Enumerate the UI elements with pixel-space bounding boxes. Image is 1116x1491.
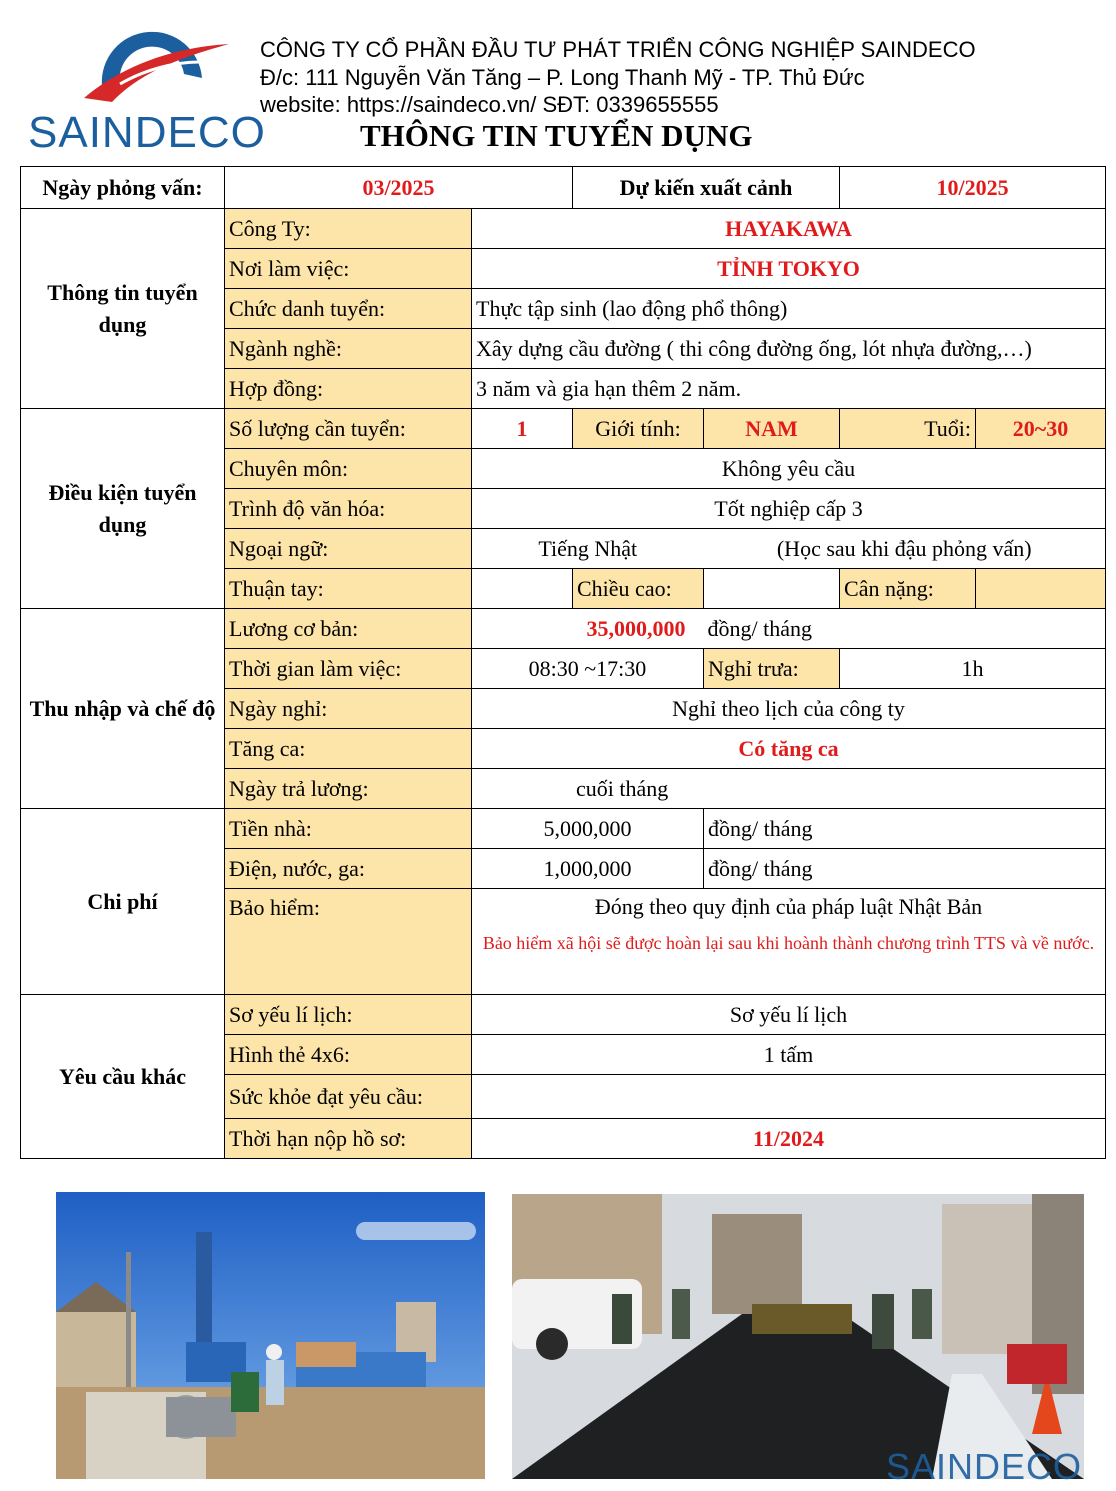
interview-date-label: Ngày phỏng vấn: — [21, 167, 225, 209]
recruitment-table — [20, 166, 1106, 1159]
workplace-label: Nơi làm việc: — [225, 249, 472, 289]
age-value: 20~30 — [976, 409, 1106, 449]
section-recruit: Thông tin tuyển dụng — [21, 209, 225, 409]
hand-value — [472, 569, 573, 609]
hours-value: 08:30 ~17:30 — [472, 649, 704, 689]
industry-label: Ngành nghề: — [225, 329, 472, 369]
quantity-value: 1 — [472, 409, 573, 449]
departure-value: 10/2025 — [840, 167, 1106, 209]
insurance-note: Bảo hiểm xã hội sẽ được hoàn lại sau khi hoành thành chương trình TTS và về nước. — [482, 933, 1095, 953]
photo-label: Hình thẻ 4x6: — [225, 1035, 472, 1075]
health-label: Sức khỏe đạt yêu cầu: — [225, 1075, 472, 1119]
insurance-cell — [472, 889, 1106, 995]
contract-label: Hợp đồng: — [225, 369, 472, 409]
row-interview — [21, 167, 1106, 209]
departure-label: Dự kiến xuất cảnh — [573, 167, 840, 209]
section-income: Thu nhập và chế độ — [21, 609, 225, 809]
cv-value: Sơ yếu lí lịch — [472, 995, 1106, 1035]
height-label: Chiều cao: — [573, 569, 704, 609]
salary-unit: đồng/ tháng — [704, 609, 1106, 649]
payday-value: cuối tháng — [472, 769, 1106, 809]
break-value: 1h — [840, 649, 1106, 689]
section-other: Yêu cầu khác — [21, 995, 225, 1159]
photo-pipe-construction — [56, 1192, 485, 1479]
education-label: Trình độ văn hóa: — [225, 489, 472, 529]
salary-label: Lương cơ bản: — [225, 609, 472, 649]
company-value: HAYAKAWA — [472, 209, 1106, 249]
position-value: Thực tập sinh (lao động phổ thông) — [472, 289, 1106, 329]
deadline-value: 11/2024 — [472, 1119, 1106, 1159]
page-title: THÔNG TIN TUYỂN DỤNG — [360, 118, 753, 153]
gender-label: Giới tính: — [573, 409, 704, 449]
company-contact: website: https://saindeco.vn/ SĐT: 0339655555 — [260, 92, 719, 117]
utilities-value: 1,000,000 — [472, 849, 704, 889]
utilities-unit: đồng/ tháng — [704, 849, 1106, 889]
language-note: (Học sau khi đậu phỏng vấn) — [704, 529, 1106, 569]
quantity-label: Số lượng cần tuyển: — [225, 409, 472, 449]
position-label: Chức danh tuyển: — [225, 289, 472, 329]
photo-road-paving — [512, 1194, 1084, 1479]
deadline-label: Thời hạn nộp hồ sơ: — [225, 1119, 472, 1159]
overtime-value: Có tăng ca — [472, 729, 1106, 769]
housing-unit: đồng/ tháng — [704, 809, 1106, 849]
contract-value: 3 năm và gia hạn thêm 2 năm. — [472, 369, 1106, 409]
logo-text: SAINDECO — [28, 108, 266, 157]
overtime-label: Tăng ca: — [225, 729, 472, 769]
language-value: Tiếng Nhật — [472, 529, 704, 569]
cv-label: Sơ yếu lí lịch: — [225, 995, 472, 1035]
insurance-value: Đóng theo quy định của pháp luật Nhật Bản — [594, 894, 983, 919]
payday-label: Ngày trả lương: — [225, 769, 472, 809]
hand-label: Thuận tay: — [225, 569, 472, 609]
health-value — [472, 1075, 1106, 1119]
company-address: Đ/c: 111 Nguyễn Văn Tăng – P. Long Thanh Mỹ - TP. Thủ Đức — [260, 65, 865, 90]
workplace-value: TỈNH TOKYO — [472, 249, 1106, 289]
dayoff-value: Nghỉ theo lịch của công ty — [472, 689, 1106, 729]
interview-date-value: 03/2025 — [225, 167, 573, 209]
dayoff-label: Ngày nghỉ: — [225, 689, 472, 729]
utilities-label: Điện, nước, ga: — [225, 849, 472, 889]
photo-value: 1 tấm — [472, 1035, 1106, 1075]
weight-value — [976, 569, 1106, 609]
specialty-value: Không yêu cầu — [472, 449, 1106, 489]
industry-value: Xây dựng cầu đường ( thi công đường ống, lót nhựa đường,…) — [472, 329, 1106, 369]
language-label: Ngoại ngữ: — [225, 529, 472, 569]
break-label: Nghỉ trưa: — [704, 649, 840, 689]
section-costs: Chi phí — [21, 809, 225, 995]
age-label: Tuổi: — [840, 409, 976, 449]
watermark: SAINDECO — [886, 1446, 1083, 1487]
company-name: CÔNG TY CỔ PHẦN ĐẦU TƯ PHÁT TRIỂN CÔNG NGHIỆP SAINDECO — [260, 37, 976, 62]
height-value — [704, 569, 840, 609]
insurance-label: Bảo hiểm: — [225, 889, 472, 995]
housing-label: Tiền nhà: — [225, 809, 472, 849]
section-conditions: Điều kiện tuyển dụng — [21, 409, 225, 609]
weight-label: Cân nặng: — [840, 569, 976, 609]
hours-label: Thời gian làm việc: — [225, 649, 472, 689]
education-value: Tốt nghiệp cấp 3 — [472, 489, 1106, 529]
specialty-label: Chuyên môn: — [225, 449, 472, 489]
salary-value: 35,000,000 — [472, 609, 704, 649]
company-label: Công Ty: — [225, 209, 472, 249]
housing-value: 5,000,000 — [472, 809, 704, 849]
gender-value: NAM — [704, 409, 840, 449]
